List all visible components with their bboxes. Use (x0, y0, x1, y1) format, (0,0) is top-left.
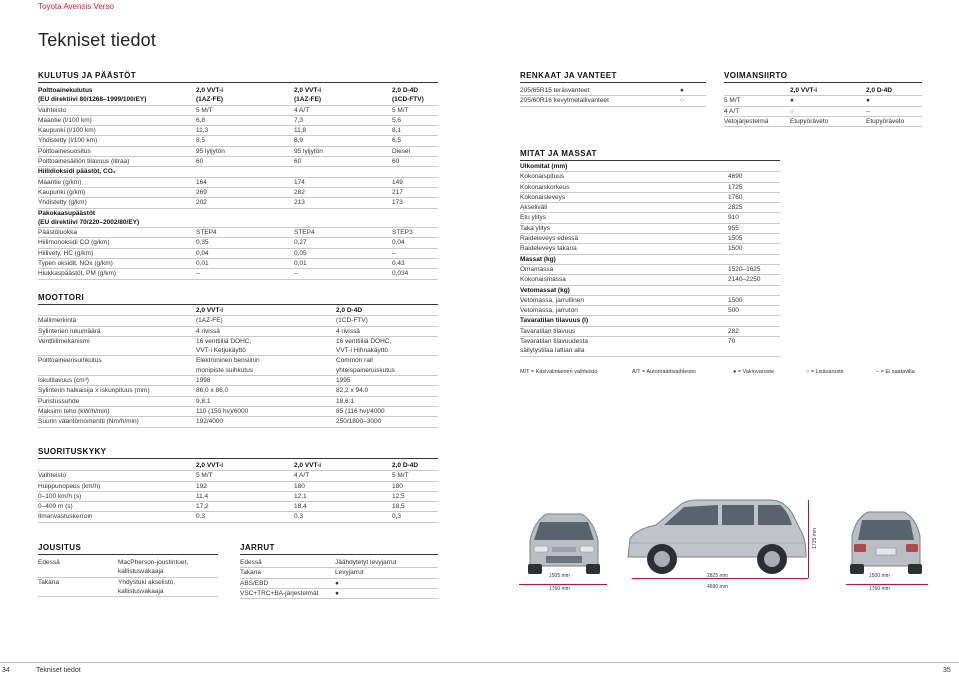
table-row (38, 187, 438, 197)
table-cell: 11,3 (196, 126, 294, 136)
table-row (520, 203, 780, 213)
table-cell: 0,35 (196, 238, 294, 248)
table-row (240, 578, 438, 588)
table-cell: 2,0 D-4D (392, 461, 438, 471)
table-row (520, 172, 780, 182)
table-cell: Yhdistetty (g/km) (38, 198, 196, 208)
table-cell: 12,1 (294, 491, 392, 501)
table-cell: Maantie (g/km) (38, 177, 196, 187)
table-cell: 0–100 km/h (s) (38, 491, 196, 501)
table-row (38, 259, 438, 269)
table-cell: Omamassa (520, 264, 728, 274)
table-cell: 110 (150 hv)/6000 (196, 406, 336, 416)
table-cell: 8,5 (196, 136, 294, 146)
table-cell: 18,6:1 (336, 396, 438, 406)
table-cell: Edessä (240, 558, 335, 568)
table-cell: 4690 (728, 172, 780, 182)
performance-table (38, 461, 438, 523)
table-cell: 500 (728, 306, 780, 316)
table-cell: 16 venttiiliä DOHC, VVT-i Ketjukäyttö (196, 336, 336, 356)
table-cell: – (866, 106, 922, 116)
table-cell: 16 venttiiliä DOHC, VVT-i Hihnakäyttö (336, 336, 438, 356)
table-cell: Akseliväli (520, 203, 728, 213)
table-cell: 0,01 (196, 259, 294, 269)
table-cell: ● (335, 578, 438, 588)
table-row (520, 96, 706, 106)
table-cell: – (196, 269, 294, 279)
table-cell: Kaupunki (l/100 km) (38, 126, 196, 136)
section-title-voimansiirto: VOIMANSIIRTO (724, 71, 922, 83)
suspension-table (38, 558, 218, 597)
table-cell: Etupyöräveto (790, 116, 866, 126)
table-cell: (1AZ-FE) (196, 316, 336, 326)
table-row (38, 248, 438, 258)
footer-rule (0, 662, 959, 663)
drivetrain-table (724, 86, 922, 127)
table-cell: Kokonaismassa (520, 275, 728, 285)
table-cell: 95 lyijytön (196, 146, 294, 156)
table-cell: 7,3 (294, 115, 392, 125)
table-row (520, 306, 780, 316)
table-row (38, 336, 438, 356)
table-cell: 0,3 (392, 512, 438, 522)
table-cell: Maantie (l/100 km) (38, 115, 196, 125)
table-cell: 2,0 VVT-i (196, 461, 294, 471)
table-row (240, 568, 438, 578)
table-cell: Elektroninen bensiinin monipiste suihkutus (196, 356, 336, 376)
table-cell: 4 A/T (724, 106, 790, 116)
table-cell: 9,8:1 (196, 396, 336, 406)
table-cell: Vaihteisto (38, 471, 196, 481)
table-cell: Polttoainesäiliön tilavuus (litraa) (38, 157, 196, 167)
table-cell: Polttoainesuositus (38, 146, 196, 156)
table-cell: Etupyöräveto (866, 116, 922, 126)
subheading: Vetomassat (kg) (520, 285, 780, 295)
table-cell: VSC+TRC+BA-järjestelmät (240, 588, 335, 598)
page-number-right: 35 (943, 667, 951, 674)
table-row (520, 234, 780, 244)
height-line (808, 500, 809, 578)
subheading-row (520, 285, 780, 295)
table-cell: ○ (680, 96, 706, 106)
subheading: Massat (kg) (520, 254, 780, 264)
table-cell: 11,8 (294, 126, 392, 136)
table-cell: Taka ylitys (520, 223, 728, 233)
table-cell: Etu ylitys (520, 213, 728, 223)
table-cell: Venttiilimekanismi (38, 336, 196, 356)
table-cell: 180 (392, 481, 438, 491)
table-row (38, 386, 438, 396)
table-row (38, 177, 438, 187)
table-cell: 1500 (728, 295, 780, 305)
table-row (520, 295, 780, 305)
table-cell: Ilmanvastuskerroin (38, 512, 196, 522)
wheelbase-label: 2825 mm (707, 573, 728, 579)
section-title-renkaat: RENKAAT JA VANTEET (520, 71, 706, 83)
dimensions-table (520, 162, 780, 357)
table-cell: 1995 (336, 376, 438, 386)
table-row (38, 491, 438, 501)
table-cell: Vetomassa, jarrullinen (520, 295, 728, 305)
table-cell: Tavaratilan tilavuudesta säilytystilaa lattian alla (520, 337, 728, 357)
table-header-row (38, 86, 438, 105)
table-cell: 6,5 (392, 136, 438, 146)
table-cell: Vetojärjestelmä (724, 116, 790, 126)
subheading-row (520, 254, 780, 264)
brand-label: Toyota Avensis Verso (38, 2, 114, 11)
table-row (38, 228, 438, 238)
table-cell: – (392, 248, 438, 258)
section-title-suorituskyky: SUORITUSKYKY (38, 447, 438, 459)
footer-label: Tekniset tiedot (36, 667, 81, 674)
table-cell: Tavaratilan tilavuus (520, 326, 728, 336)
legend-standard: ● = Vakiovaruste (733, 369, 774, 375)
table-cell: 5 M/T (196, 471, 294, 481)
table-cell (38, 306, 196, 316)
brakes-table (240, 558, 438, 599)
table-cell: 85 (116 hv)/4000 (336, 406, 438, 416)
table-cell: Edessä (38, 558, 118, 577)
table-cell: STEP4 (196, 228, 294, 238)
legend-mt: M/T = Käsivalintainen vaihteisto (520, 369, 598, 375)
table-cell: 269 (196, 187, 294, 197)
rear-track-line (846, 584, 928, 585)
legend-at: A/T = Automaattivaihteisto (632, 369, 696, 375)
table-cell: – (294, 269, 392, 279)
table-cell: 1520–1625 (728, 264, 780, 274)
table-header-row (38, 461, 438, 471)
table-cell: 2,0 VVT-i (1AZ-FE) (196, 86, 294, 105)
table-cell: MacPherson-joustintuet, kallistusvakaaja (118, 558, 218, 577)
table-cell: Levyjarrut (335, 568, 438, 578)
subheading-row (520, 162, 780, 172)
table-cell: ○ (790, 106, 866, 116)
table-cell: 60 (294, 157, 392, 167)
table-cell: 149 (392, 177, 438, 187)
table-row (38, 157, 438, 167)
table-row (520, 182, 780, 192)
table-cell: Iskutilavuus (cm³) (38, 376, 196, 386)
table-cell: 205/60R16 kevytmetallivanteet (520, 96, 680, 106)
table-row (38, 356, 438, 376)
table-row (240, 558, 438, 568)
legend-not-available: – = Ei saatavilla (876, 369, 915, 375)
table-row (520, 326, 780, 336)
height-label: 1725 mm (812, 528, 818, 549)
table-cell: 164 (196, 177, 294, 187)
table-cell: ● (680, 86, 706, 96)
table-cell: 5 M/T (392, 105, 438, 115)
section-title-kulutus: KULUTUS JA PÄÄSTÖT (38, 71, 438, 83)
table-cell: 2,0 VVT-i (294, 461, 392, 471)
table-cell: 11,4 (196, 491, 294, 501)
table-row (38, 136, 438, 146)
table-row (520, 244, 780, 254)
rear-track-label: 1500 mm (869, 573, 890, 579)
table-cell: Hiilivety, HC (g/km) (38, 248, 196, 258)
table-row (38, 471, 438, 481)
table-cell: 192 (196, 481, 294, 491)
table-cell: 192/4000 (196, 417, 336, 427)
table-row (38, 326, 438, 336)
section-title-moottori: MOOTTORI (38, 293, 438, 305)
table-row (38, 481, 438, 491)
consumption-table (38, 86, 438, 280)
table-cell: Polttoainekulutus (EU direktiivi 80/1268–1999/100/EY) (38, 86, 196, 105)
table-row (38, 105, 438, 115)
section-title-jarrut: JARRUT (240, 543, 438, 555)
table-row (38, 417, 438, 427)
table-cell: 174 (294, 177, 392, 187)
table-cell: Takana (240, 568, 335, 578)
table-cell: 4 A/T (294, 471, 392, 481)
table-row (38, 126, 438, 136)
table-cell: Päästöluokka (38, 228, 196, 238)
table-cell: Kokonaisleveys (520, 192, 728, 202)
table-cell: Common rail yhteispaineruiskutus (336, 356, 438, 376)
table-cell: Raideleveys edessä (520, 234, 728, 244)
table-row (520, 86, 706, 96)
table-cell: Diesel (392, 146, 438, 156)
table-row (38, 198, 438, 208)
table-cell: 8,9 (294, 136, 392, 146)
table-cell: 282 (294, 187, 392, 197)
table-cell: 2825 (728, 203, 780, 213)
table-cell: 0,01 (294, 259, 392, 269)
table-row (38, 115, 438, 125)
table-cell: ● (335, 588, 438, 598)
table-cell: 17,2 (196, 502, 294, 512)
table-cell: Huippunopeus (km/h) (38, 481, 196, 491)
table-cell: 86,0 x 86,0 (196, 386, 336, 396)
table-cell: 205/65R15 teräsvanteet (520, 86, 680, 96)
table-cell: Sylinterien lukumäärä (38, 326, 196, 336)
table-row (38, 376, 438, 386)
table-cell: Kaupunki (g/km) (38, 187, 196, 197)
table-cell: Kokonaispituus (520, 172, 728, 182)
table-cell: 8,1 (392, 126, 438, 136)
table-cell: 1500 (728, 244, 780, 254)
table-cell: 6,8 (196, 115, 294, 125)
table-cell: Hiilimonoksidi CO (g/km) (38, 238, 196, 248)
table-cell: 12,5 (392, 491, 438, 501)
page-title: Tekniset tiedot (38, 30, 157, 50)
table-cell: ● (866, 96, 922, 106)
table-cell: (1CD-FTV) (336, 316, 438, 326)
table-cell: Takana (38, 577, 118, 597)
table-cell: 0,04 (392, 238, 438, 248)
engine-table (38, 306, 438, 428)
table-cell: 2,0 VVT-i (790, 86, 866, 96)
car-side-view (622, 487, 812, 587)
table-row (38, 512, 438, 522)
table-cell: Typen oksidit, NOx (g/km) (38, 259, 196, 269)
table-cell: Raideleveys takana (520, 244, 728, 254)
table-row (38, 502, 438, 512)
table-cell: 250/1800–3000 (336, 417, 438, 427)
table-cell: 0,04 (196, 248, 294, 258)
subheading-row (520, 316, 780, 326)
section-title-jousitus: JOUSITUS (38, 543, 218, 555)
front-track-line (519, 584, 607, 585)
table-cell: 1760 (728, 192, 780, 202)
table-cell: Vaihteisto (38, 105, 196, 115)
table-row (520, 213, 780, 223)
table-header-row (724, 86, 922, 96)
subheading: Hiilidioksidi päästöt, CO₂ (38, 167, 438, 177)
table-row (38, 146, 438, 156)
table-cell: 4 A/T (294, 105, 392, 115)
table-cell (724, 86, 790, 96)
table-cell: 0,034 (392, 269, 438, 279)
table-row (38, 238, 438, 248)
table-row (520, 264, 780, 274)
table-cell: 1725 (728, 182, 780, 192)
table-cell: 955 (728, 223, 780, 233)
table-row (520, 223, 780, 233)
table-cell: Polttoaineensuihkutus (38, 356, 196, 376)
subheading: Tavaratilan tilavuus (l) (520, 316, 780, 326)
table-header-row (38, 306, 438, 316)
table-cell: 202 (196, 198, 294, 208)
table-cell: Yhdystuki akselisto, kallistusvakaaja (118, 577, 218, 597)
table-cell: 0,3 (196, 512, 294, 522)
front-width-label: 1760 mm (549, 586, 570, 592)
table-row (38, 558, 218, 577)
table-cell: 5 M/T (196, 105, 294, 115)
table-cell: ● (790, 96, 866, 106)
subheading: Ulkomitat (mm) (520, 162, 780, 172)
section-title-mitat: MITAT JA MASSAT (520, 149, 780, 161)
table-cell: Jäähdytetyt levyjarrut (335, 558, 438, 568)
table-cell: 5 M/T (392, 471, 438, 481)
tyres-table (520, 86, 706, 107)
table-cell: 18,4 (294, 502, 392, 512)
table-cell: 2,0 D-4D (336, 306, 438, 316)
table-cell: Hiukkaspäästöt, PM (g/km) (38, 269, 196, 279)
table-row (38, 269, 438, 279)
table-cell: 2,0 D-4D (866, 86, 922, 96)
table-cell: 0,05 (294, 248, 392, 258)
table-cell: 0–400 m (s) (38, 502, 196, 512)
table-cell: 282 (728, 326, 780, 336)
table-cell: 1998 (196, 376, 336, 386)
rear-width-label: 1760 mm (869, 586, 890, 592)
table-cell: Suurin vääntömomentti (Nm/h/min) (38, 417, 196, 427)
subheading-row (38, 208, 438, 228)
table-cell: Puristussuhde (38, 396, 196, 406)
front-track-label: 1505 mm (549, 573, 570, 579)
table-cell: 910 (728, 213, 780, 223)
table-row (724, 96, 922, 106)
table-cell: 217 (392, 187, 438, 197)
table-cell: 5,6 (392, 115, 438, 125)
subheading-row (38, 167, 438, 177)
table-row (38, 406, 438, 416)
table-cell: 82,2 x 94,0 (336, 386, 438, 396)
table-row (724, 106, 922, 116)
table-cell: 0,43 (392, 259, 438, 269)
subheading: Pakokaasupäästöt (EU direktiivi 70/220–2002/80/EY) (38, 208, 438, 228)
table-cell: 70 (728, 337, 780, 357)
table-row (520, 337, 780, 357)
table-cell: 213 (294, 198, 392, 208)
table-row (38, 577, 218, 597)
table-cell: 60 (392, 157, 438, 167)
table-cell: 0,27 (294, 238, 392, 248)
table-cell (38, 461, 196, 471)
table-cell: 5 M/T (724, 96, 790, 106)
table-cell: STEP3 (392, 228, 438, 238)
legend-optional: ○ = Lisävaruste (806, 369, 844, 375)
table-cell: 0,3 (294, 512, 392, 522)
table-cell: 18,5 (392, 502, 438, 512)
table-cell: 95 lyijytön (294, 146, 392, 156)
length-label: 4690 mm (707, 584, 728, 590)
table-row (520, 192, 780, 202)
table-row (38, 316, 438, 326)
table-row (520, 275, 780, 285)
table-cell: STEP4 (294, 228, 392, 238)
table-cell: Maksimi teho (kW/h/min) (38, 406, 196, 416)
table-cell: Sylinterin halkaisija x iskunpituus (mm) (38, 386, 196, 396)
table-cell: 2140–2250 (728, 275, 780, 285)
table-cell: 1505 (728, 234, 780, 244)
table-cell: Yhdistetty (l/100 km) (38, 136, 196, 146)
table-cell: 60 (196, 157, 294, 167)
table-cell: Vetomassa, jarruton (520, 306, 728, 316)
table-cell: 4 rivissä (196, 326, 336, 336)
table-cell: 4 rivissä (336, 326, 438, 336)
table-row (38, 396, 438, 406)
table-cell: 2,0 D-4D (1CD-FTV) (392, 86, 438, 105)
table-cell: Kokonaiskorkeus (520, 182, 728, 192)
table-row (724, 116, 922, 126)
table-cell: 2,0 VVT-i (196, 306, 336, 316)
page-number-left: 34 (2, 667, 10, 674)
table-cell: 2,0 VVT-i (1AZ-FE) (294, 86, 392, 105)
table-cell: 180 (294, 481, 392, 491)
table-cell: 173 (392, 198, 438, 208)
table-cell: ABS/EBD (240, 578, 335, 588)
table-row (240, 588, 438, 598)
table-cell: Mallimerkintä (38, 316, 196, 326)
